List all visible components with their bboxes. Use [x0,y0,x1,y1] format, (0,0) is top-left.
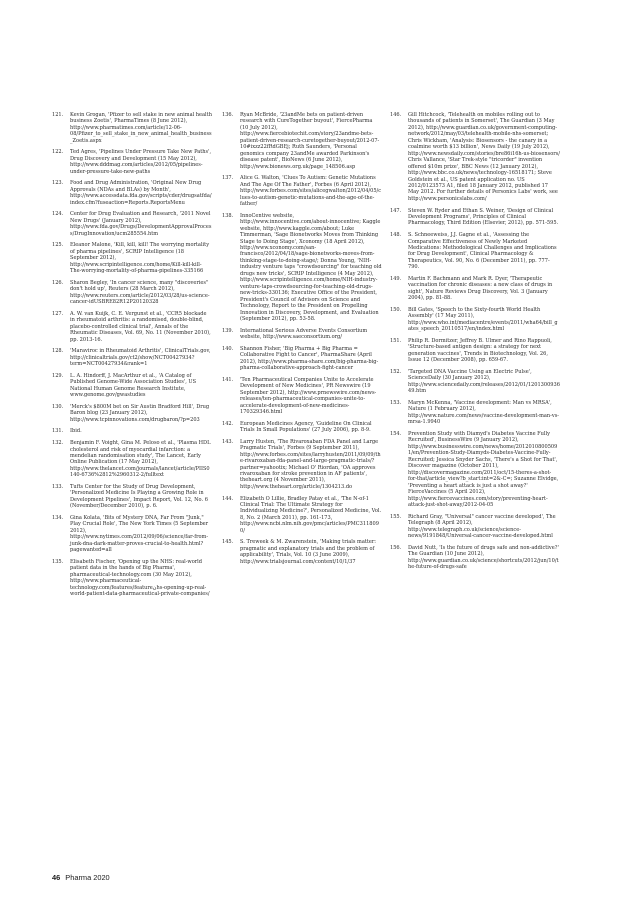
reference-number: 136. [222,112,234,118]
reference-item [52,280,212,306]
reference-text: L. A. Hindorff, J. MacArthur et al., 'A Catalog of Published Genome-Wide Association Studies', US National Human Genome Research Institute, www.genome.gov/gwastudies [70,372,197,399]
reference-text: Elisabeth Fischer, 'Opening up the NHS: real-world patient data in the hands of Big Pharma', pharmaceutical-technology.com (30 May 2012), http://www.pharmaceutical-technology.com/features/featureنhs-opening-up-real-world-patient-data-pharmaceutical-private-companies/ [70,558,210,598]
reference-text: Eleanor Malone, 'Kill, kill, kill! The worrying mortality of pharma pipelines', SCRIP Intelligence (18 September 2012), http://www.scripintelligence.com/home/Kill-kill-kill-The-worrying-mortality-of-pharma-pipelines-335166 [70,242,210,275]
reference-number: 146. [390,112,402,118]
reference-number: 154. [390,430,402,437]
reference-number: 149. [390,275,402,282]
reference-number: 128. [52,348,64,355]
reference-number: 130. [52,403,64,410]
reference-item [390,208,560,227]
reference-text: Richard Gray, "Universal" cancer vaccine developed', The Telegraph (8 April 2012), http://www.telegraph.co.uk/science/science-news/9191848/Universal-cancer-vaccine-developed.html [408,513,556,539]
reference-item [390,514,560,540]
reference-item [222,213,382,323]
reference-text: Ted Agres, 'Pipelines Under Pressure Take New Paths', Drug Discovery and Development (15 May 2012), http://www.dddmag.com/articles/2012/05/pipelines-under-pressure-take-new-paths [70,149,212,175]
reference-column-1 [52,112,212,603]
reference-item [52,404,212,423]
reference-number: 138. [222,212,234,219]
reference-text: Center for Drug Evaluation and Research, '2011 Novel New Drugs' (January 2012), http://www.fda.gov/Drugs/DevelopmentApprovalProcess/DrugInnovation/ucm285554.htm [70,211,212,237]
reference-item [52,440,212,479]
reference-item [390,307,560,333]
reference-text: 'Targeted DNA Vaccine Using an Electric Pulse', ScienceDaily (30 January 2012), http://www.sciencedaily.com/releases/2012/01/120130093649.htm [408,368,560,395]
reference-number: 127. [52,310,64,317]
reference-item [222,328,382,341]
reference-item [222,377,382,416]
reference-text: Tufts Center for the Study of Drug Development, 'Personalized Medicine Is Playing a Growing Role in Development Pipelines', Impact Report, Vol. 12, No. 6 (November/December 2010), p. 6. [70,484,208,510]
reference-item [52,211,212,237]
page-footer [52,873,110,882]
reference-text: 'Merck's $800M bet on Sir Austin Bradford Hill', Drug Baron blog (23 January 2012), http://www.tcpinnovations.com/drugbaron/?p=203 [70,403,210,423]
reference-text: Food and Drug Administration, 'Original New Drug Approvals (NDAs and BLAs) by Month', http://www.accessdata.fda.gov/scripts/cder/drugsatfda/index.cfm?fuseaction=Reports.ReportsMenu [70,180,212,206]
reference-item [390,545,560,571]
reference-text: Kevin Grogan, 'Pfizer to sell stake in new animal health business Zoetis', PharmaTimes (8 June 2012), http://www.pharmatimes.com/article/12-06-08/Pfizer_to_sell_stake_in_new_animal_health_business_Zoetis.aspx [70,112,212,144]
reference-item [222,439,382,491]
reference-text: A. W. van Kuijk, C. E. Vergunst et al., 'CCR5 blockade in rheumatoid arthritis: a randomised, double-blind, placebo-controlled clinical trial', Annals of the Rheumatic Diseases, Vol. 69, No. 11 (November 2010), pp. 2013-16. [70,310,211,343]
reference-number: 123. [52,180,64,187]
reference-text: Benjamin F. Voight, Gina M. Peloso et al., 'Plasma HDL cholesterol and risk of myocardial infarction: a mendelian randomisation study', The Lancet, Early Online Publication (17 May 2012), http://www.thelancet.com/journals/lancet/article/PIIS0140-6736%2812%2960312-2/fulltext [70,440,211,479]
reference-item [390,112,560,202]
reference-text: Alice G. Walton, 'Clues To Autism: Genetic Mutations And The Age Of The Father', Forbes (6 April 2012), http://www.forbes.com/sites/alicegwalton/2012/04/05/clues-to-autism-genetic-mutations-and-the-age-of-the-father/ [240,175,382,208]
reference-number: 122. [52,149,64,156]
reference-number: 124. [52,211,64,218]
reference-text: Philip R. Dormitzer, Jeffrey B. Ulmer and Rino Rappuoli, 'Structure-based antigen design: a strategy for next generation vaccines', Trends in Biotechnology, Vol. 26, Issue 12 (December 2008), pp. 659-67. [408,337,552,364]
reference-item [52,373,212,399]
reference-item [390,369,560,395]
reference-number: 142. [222,420,234,427]
reference-item [222,346,382,372]
reference-number: 150. [390,306,402,313]
reference-text: Prevention Study with Diamyd's Diabetes Vaccine Fully Recruited', BusinessWire (9 January 2012), http://www.businesswire.com/news/home/20120108005091/en/Prevention-Study-Diamyds-Diabetes-Vaccine-Fully-Recruited; Jessica Snyder Sachs, 'There's a Shot for That', Discover magazine (October 2011), http://discovermagazine.com/2011/oct/15-theres-a-shot-for-that/article_view?b_start:int=2&-C=; Suzanne Elvidge, 'Preventing a heart attack is just a shot away?' FierceVaccines (5 April 2012), http://www.fiercevaccines.com/story/preventing-heart-attack-just-shot-away/2012-04-05 [408,430,559,508]
reference-text: International Serious Adverse Events Consortium website, http://www.saeconsortium.org/ [240,327,368,341]
reference-number: 155. [390,513,402,520]
reference-item [52,484,212,510]
reference-number: 137. [222,175,234,182]
reference-number: 129. [52,372,64,379]
reference-text: Ibid. [70,428,82,435]
reference-text: InnoCentive website, http://www.innocentive.com/about-innocentive; Kaggle website, http://www.kaggle.com/about; Luke Timmerman, 'Sage Bionetworks Moves from Thinking Stage to Doing Stage', Xconomy (18 April 2012), http://www.xconomy.com/san-francisco/2012/04/18/sage-bionetworks-moves-from-thinking-stage-to-doing-stage/; Donna Young, 'NIH-industry venture taps "crowdsourcing" for teaching old drugs new tricks', SCRIP Intelligence (4 May 2012), http://www.scripintelligence.com/home/NIH-industry-venture-taps-crowdsourcing-for-teaching-old-drugs-new-tricks-330136; Executive Office of the President, President's Council of Advisors on Science and Technology, Report to the President on Propelling Innovation in Discovery, Development, and Evaluation (September 2012), pp. 53-58. [240,212,382,322]
reference-number: 121. [52,112,64,118]
reference-item [52,149,212,175]
page-number: 46 [52,873,61,882]
reference-text: Sharon Begley, 'In cancer science, many "discoveries" don't hold up', Reuters (28 March 2012), http://www.reuters.com/article/2012/03/28/us-science-cancer-idUSBRE82R12P20120328 [70,279,210,306]
reference-number: 147. [390,207,402,214]
reference-number: 134. [52,515,64,521]
reference-number: 145. [222,539,234,546]
publication-name: Pharma 2020 [65,873,110,882]
reference-item [222,421,382,434]
reference-number: 141. [222,376,234,383]
reference-item [52,515,212,554]
reference-text: Larry Husten, 'The Rivaroxaban FDA Panel and Large Pragmatic Trials', Forbes (9 September 2011), http://www.forbes.com/sites/larryhusten/2011/09/09/the-rivaroxaban-fda-panel-and-large-pragmatic-trials/?partner=yahootix; Michael O' Riordan, 'OA approves rivaroxaban for stroke prevention in AF patients', theheart.org (4 November 2011), http://www.theheart.org/article/1304213.do [240,438,381,490]
reference-item [390,400,560,426]
reference-text: 'Maraviroc in Rheumatoid Arthritis', ClinicalTrials.gov, http://clinicaltrials.gov/ct2/show/NCT00427934?term=NCT00427934&rank=1 [70,348,211,368]
reference-item [52,112,212,144]
reference-number: 151. [390,337,402,344]
reference-text: 'Ten Pharmaceutical Companies Unite to Accelerate Development of New Medicines', PR Newswire (19 September 2012), http://www.prnewswire.com/news-releases/ten-pharmaceutical-companies-unite-to-accelerate-development-of-new-medicines-170329346.html [240,376,377,415]
reference-item [52,311,212,343]
reference-item [390,431,560,508]
reference-text: European Medicines Agency, 'Guideline On Clinical Trials In Small Populations' (27 July 2006), pp. 8-9. [240,420,372,434]
reference-item [52,559,212,598]
reference-number: 139. [222,327,234,334]
reference-text: S. Schneeweiss, J.J. Gagne et al., 'Assessing the Comparative Effectiveness of Newly Marketed Medications: Methodological Challenges and Implications for Drug Development', Clinical Pharmacology & Therapeutics, Vol. 90, No. 6 (December 2011), pp. 777-790. [408,232,557,271]
reference-number: 140. [222,345,234,352]
reference-text: Gina Kolata, 'Bits of Mystery DNA, Far From "Junk," Play Crucial Role', The New York Times (5 September 2012), http://www.nytimes.com/2012/09/06/science/far-from-junk-dna-dark-matter-proves-crucial-to-health.html?pagewanted=all [70,515,209,554]
reference-number: 125. [52,242,64,249]
reference-text: David Nutt, 'Is the future of drugs safe and non-addictive?' The Guardian (10 June 2012), http://www.guardian.co.uk/science/shortcuts/2012/jun/10/the-future-of-drugs-safe [408,544,559,570]
reference-text: Steven W. Ryder and Ethan S. Weiner, 'Design of Clinical Development Programs', Principles of Clinical Pharmacology, Third Edition (Elsevier, 2012), pp. 571-595. [408,207,559,227]
reference-text: Maryn McKenna, 'Vaccine development: Man vs MRSA', Nature (1 February 2012), http://www.nature.com/news/vaccine-development-man-vs-mrsa-1.9940 [408,399,560,426]
reference-item [390,338,560,364]
reference-text: Shannon Fisher, 'Big Pharma + Big Pharma = Collaborative Fight to Cancer', PharmaShare (April 2012), http://www.pharma-share.com/big-pharma-big-pharma-collaborative-approach-fight-cancer [240,345,379,372]
reference-text: S. Treweek & M. Zwarenstein, 'Making trials matter: pragmatic and explanatory trials and the problem of applicability', Trials, Vol. 10 (3 June 2009), http://www.trialsjournal.com/content/10/1/37 [240,539,376,565]
reference-item [390,276,560,302]
reference-number: 152. [390,368,402,375]
reference-number: 132. [52,440,64,447]
reference-text: Ryan McBride, '23andMe bets on patient-driven research with CureTogether buyout', FiercePharma (10 July 2012), http://www.fiercebiotechit.com/story/23andme-bets-patient-driven-research-curetogether-buyout/2012-07-10#ixzz22fRdGBEj; Ruth Saunders, 'Personal genomics company 23andMe awarded Parkinson's disease patent', BioNews (6 June 2012), http://www.bionews.org.uk/page_148506.asp [240,112,380,170]
reference-column-2 [222,112,382,570]
reference-number: 131. [52,428,64,435]
reference-item [52,242,212,274]
reference-text: Gill Hitchcock, 'Telehealth on mobiles rolling out to thousands of patients in Somerset', The Guardian (3 May 2012), http://www.guardian.co.uk/government-computing-network/2012/may/03/telehealth-mobile-nhs-somerset; Chris Wickham, 'Analysis: Biosensors - the canary in a coalmine worth $13 billion', News Daily (19 July 2012), http://www.newsdaily.com/stories/bre86i16h-us-biosensors/ Chris Vallance, 'Star Trek-style "tricorder" invention offered $10m prize', BBC News (12 January 2012), http://www.bbc.co.uk/news/technology-16518171; Steve Goldstein et al., US patent application no. US 2012/0123573 A1, filed 18 January 2012, published 17 May 2012. For further details of Personics Labs' work, see http://www.personicslabs.com/ [408,112,560,202]
reference-number: 153. [390,399,402,406]
reference-item [222,539,382,565]
reference-text: Martin F. Bachmann and Mark R. Dyer, 'Therapeutic vaccination for chronic diseases: a new class of drugs in sight', Nature Reviews Drug Discovery, Vol. 3 (January 2004), pp. 81-88. [408,275,553,302]
reference-item [222,175,382,207]
reference-number: 126. [52,279,64,286]
reference-column-3 [390,112,560,576]
reference-number: 148. [390,232,402,239]
reference-number: 135. [52,558,64,565]
reference-number: 156. [390,544,402,551]
reference-item [52,348,212,367]
reference-text: Bill Gates, 'Speech to the Sixty-fourth World Health Assembly' (17 May 2011), http://www.who.int/mediacentre/events/2011/wha64/bill_gates_speech_20110517/en/index.html [408,306,558,333]
reference-number: 143. [222,438,234,445]
reference-item [52,180,212,206]
reference-number: 133. [52,484,64,490]
reference-item [222,496,382,535]
reference-number: 144. [222,495,234,502]
reference-text: Elizabeth O Lillie, Bradley Patay et al., 'The N-of-1 Clinical Trial: The Ultimate Strategy for Individualizing Medicine?', Personalized Medicine, Vol. 8, No. 2 (March 2011), pp. 161-173, http://www.ncbi.nlm.nih.gov/pmc/articles/PMC3118090/ [240,495,382,534]
reference-item [390,232,560,271]
reference-item [52,428,212,434]
reference-item [222,112,382,170]
